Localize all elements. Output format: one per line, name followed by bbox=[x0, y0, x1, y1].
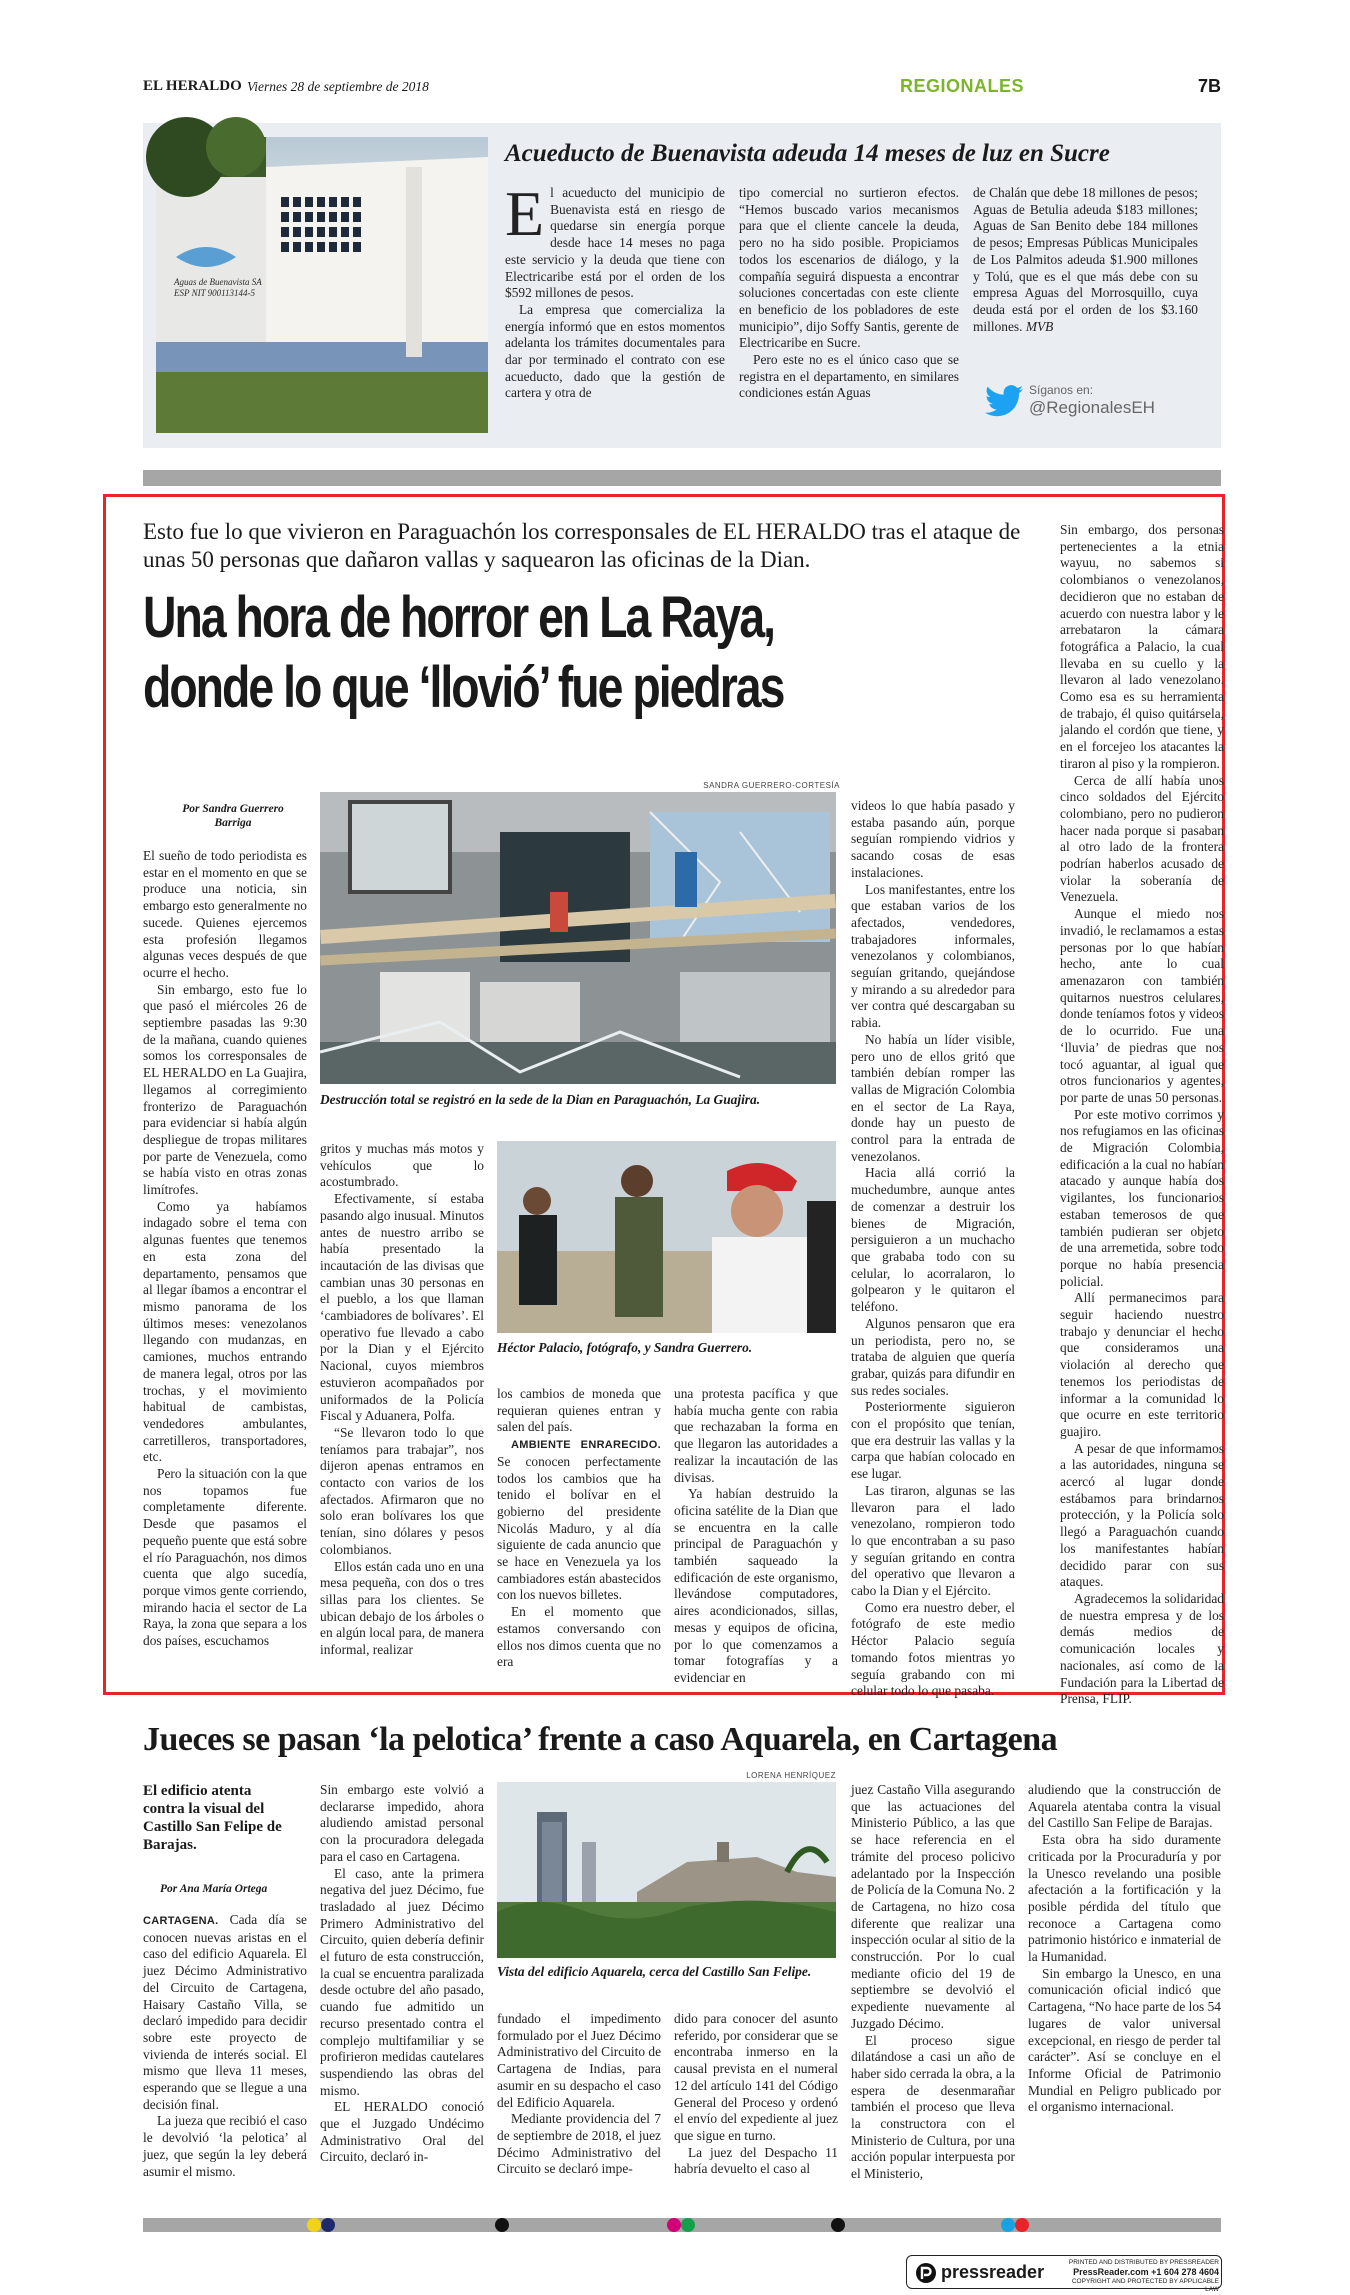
reg-dot-navy bbox=[321, 2218, 335, 2232]
top-story-col-2: tipo comercial no surtieron efectos. “Hemos buscado varios mecanismos para que el cliente cancele la deuda, pero no ha sido posible. Propiciamos todos los escenarios de diálogo, y la compañía seguirá dispuesta a encontrar soluciones concertadas con este cliente en beneficio de los pobladores de este municipio”, dijo Soffy Santis, gerente de Electricaribe en Sucre. Pero este no es el único caso que se registra en el departamento, en similares condiciones están Aguas bbox=[739, 185, 959, 401]
drop-cap: E bbox=[505, 178, 545, 249]
page-header bbox=[143, 76, 1221, 100]
follow-label: Síganos en: bbox=[1029, 383, 1094, 397]
reg-dot-cyan bbox=[1001, 2218, 1015, 2232]
main-col-6: Sin embargo, dos personas pertenecientes a la etnia wayuu, no sabemos si colombianos o venezolanos, decidieron que no estaban de acuerdo con nuestra labor y le arrebataron la cámara fotográfica a Palacio, la cual llevaba en su cuello y la llevaron al lado venezolano. Como esa es su herramienta de trabajo, él quiso quitársela, jalando el cordón que tiene, y en el forcejeo los atacantes la tiraron al piso y la rompieron. Cerca de allí había unos cinco soldados del Ejército colombiano, pero no pudieron hacer nada porque si pasaban al otro lado de la frontera podrían haberlos acusado de violar la soberanía de Venezuela. Aunque el miedo nos invadió, le reclamamos a estas personas por lo que habían hecho, ante lo cual amenazaron con también quitarnos nuestros celulares, donde teníamos fotos y videos de lo ocurrido. Fue una ‘lluvia’ de piedras que nos tocó aguantar, al igual que otros funcionarios y agentes, por parte de unas 50 personas. Por este motivo corrimos y nos refugiamos en las oficinas de Migración Colombia, edificación a la cual no habían atacado y aunque había dos vigilantes, los funcionarios estaban temerosos de que también pudieran ser objeto de una arremetida, sobre todo porque no había presencia policial. Allí permanecimos para seguir haciendo nuestro trabajo y denunciar el hecho que consideramos una violación al derecho que tenemos los periodistas de informar a la comunidad lo que ocurre en este territorio guajiro. A pesar de que informamos a las autoridades, ninguna se acercó al lugar donde estábamos para brindarnos protección, y la Policía solo llegó a Paraguachón cuando los manifestantes habían decidido parar con sus ataques. Agradecemos la solidaridad de nuestra empresa y de los demás medios de comunicación locales y nacionales, así como de la Fundación para la Libertad de Prensa, FLIP. bbox=[1060, 522, 1224, 1707]
top-story-box bbox=[143, 123, 1221, 448]
bottom-photo-credit: LORENA HENRÍQUEZ bbox=[746, 1771, 836, 1780]
bottom-photo-caption: Vista del edificio Aquarela, cerca del Castillo San Felipe. bbox=[497, 1964, 812, 1979]
main-byline: Por Sandra Guerrero Barriga bbox=[182, 803, 284, 829]
pressreader-legal: PRINTED AND DISTRIBUTED BY PRESSREADER PressReader.com +1 604 278 4604 COPYRIGHT AND PROTECTED BY APPLICABLE LAW bbox=[1068, 2259, 1219, 2293]
subhead-ambiente: AMBIENTE ENRARECIDO. bbox=[511, 1439, 661, 1452]
destruction-photo-illustration bbox=[320, 792, 836, 1084]
section-label: REGIONALES bbox=[900, 76, 1025, 96]
twitter-bird-icon bbox=[985, 385, 1023, 417]
main-headline bbox=[143, 583, 1031, 723]
paper-name: EL HERALDO bbox=[143, 78, 242, 94]
social-follow[interactable] bbox=[985, 381, 1205, 421]
bottom-byline: Por Ana María Ortega bbox=[160, 1883, 268, 1895]
bottom-col-5: juez Castaño Villa asegurando que las actuaciones del Ministerio Público, a las que se hace referencia en el trámite del proceso policivo adelantado por la Inspección de Policía de la Comuna No. 2 de Cartagena, no hizo cosa diferente que realizar una inspección ocular al sitio de la construcción. Por lo cual mediante oficio del 19 de septiembre se devolvió el expediente nuevamente al Juzgado Décimo. El proceso sigue dilatándose a casi un año de haber sido cerrada la obra, a la espera de desenmarañar también el proceso que lleva la constructora con el Ministerio de Cultura, por una acción popular interpuesta por el Ministerio, bbox=[851, 1782, 1016, 2182]
sign-text: Aguas de Buenavista SA ESP NIT 900113144-5 bbox=[174, 277, 262, 298]
photo1-caption: Destrucción total se registró en la sede de la Dian en Paraguachón, La Guajira. bbox=[320, 1092, 761, 1107]
aquarela-photo-illustration bbox=[497, 1782, 836, 1958]
pressreader-logo-icon bbox=[915, 2262, 937, 2284]
top-story-photo bbox=[156, 137, 488, 433]
photo2-caption: Héctor Palacio, fotógrafo, y Sandra Guerrero. bbox=[497, 1340, 753, 1355]
page-number: 7B bbox=[1197, 76, 1221, 96]
photo1-credit: SANDRA GUERRERO-CORTESÍA bbox=[703, 781, 840, 790]
reg-dot-magenta bbox=[667, 2218, 681, 2232]
main-kicker: Esto fue lo que vivieron en Paraguachón los corresponsales de EL HERALDO tras el ataque de unas 50 personas que dañaron vallas y saquearon las oficinas de la Dian. bbox=[143, 519, 1021, 572]
bottom-headline: Jueces se pasan ‘la pelotica’ frente a caso Aquarela, en Cartagena bbox=[143, 1721, 1058, 1758]
reg-dot-red bbox=[1015, 2218, 1029, 2232]
bottom-col-1: CARTAGENA. Cada día se conocen nuevas aristas en el caso del edificio Aquarela. El juez Décimo Administrativo del Circuito de Cartagena, Haisary Castaño Villa, se declaró impedido para decidir sobre este proyecto de vivienda de interés social. El mismo que lleva 11 meses, esperando que se llegue a una decisión final. La jueza que recibió el caso le devolvió ‘la pelotica’ al juez, que según la ley deberá asumir el mismo. bbox=[143, 1912, 307, 2179]
bottom-col-4: dido para conocer del asunto referido, por considerar que se encontraba inmerso en la causal prevista en el numeral 12 del artículo 141 del Código General del Proceso y ordenó el envío del expediente al juez que sigue en turno. La juez del Despacho 11 habría devuelto el caso al bbox=[674, 2011, 838, 2177]
bottom-col-6: aludiendo que la construcción de Aquarela atentaba contra la visual del Castillo San Felipe de Barajas. Esta obra ha sido duramente criticada por la Procuraduría y por la Unesco revelando una posible afectación a la fortificación y la posible pérdida del título que reconoce a Cartagena como patrimonio histórico e inmaterial de la Humanidad. Sin embargo la Unesco, en una comunicación oficial indicó que Cartagena, “No hace parte de los 54 lugares de valor universal excepcional, en riesgo de perder tal carácter”. Así se concluye en el Informe Oficial de Patrimonio Mundial en Peligro publicado por el organismo internacional. bbox=[1028, 1782, 1221, 2115]
reg-dot-yellow bbox=[307, 2218, 321, 2232]
headline-line-2: donde lo que ‘llovió’ fue piedras bbox=[143, 655, 784, 720]
dateline: CARTAGENA. bbox=[143, 1915, 219, 1927]
section-divider bbox=[143, 470, 1221, 486]
top-story-col-3: de Chalán que debe 18 millones de pesos; Aguas de Betulia adeuda $183 millones; Aguas de San Benito debe 184 millones de pesos; Empresas Públicas Municipales de Los Palmitos adeuda $1.900 millones y Tolú, que es el que más debe con su empresa Aguas del Morrosquillo, cuya deuda está por el orden de los $3.160 millones. MVB bbox=[973, 185, 1198, 334]
pressreader-brand: pressreader bbox=[941, 2262, 1045, 2282]
top-story-col-1: El acueducto del municipio de Buenavista está en riesgo de quedarse sin energía porque desde hace 14 meses no paga este servicio y la deuda que tiene con Electricaribe está por el orden de los $592 millones de pesos. La empresa que comercializa la energía informó que en estos momentos adelanta los trámites documentales para dar por terminado el contrato con ese acueducto, dado que la gestión de cartera y otra de bbox=[505, 178, 725, 401]
main-col-2: gritos y muchas más motos y vehículos que lo acostumbrado. Efectivamente, sí estaba pasando algo inusual. Minutos antes de nuestro arribo se había presentado la incautación de las divisas que cambian unas 30 personas en el pueblo, a los que llaman ‘cambiadores de bolívares’. El operativo fue llevado a cabo por la Dian y el Ejército Nacional, cuyos miembros estuvieron acompañados por uniformados de la Policía Fiscal y Aduanera, Polfa. “Se llevaron todo lo que teníamos para trabajar”, nos dijeron apenas entramos en contacto con varios de los afectados. Afirmaron que no solo eran bolívares los que tenían, sino dólares y pesos colombianos. Ellos están cada uno en una mesa pequeña, con dos o tres sillas para los clientes. Se ubican debajo de los árboles o en algún local para, de manera informal, realizar bbox=[320, 1141, 484, 1658]
photo-hector-sandra bbox=[497, 1141, 836, 1333]
main-col-3: los cambios de moneda que requieran quienes entran y salen del país. AMBIENTE ENRARECIDO. Se conocen perfectamente todos los cambios que ha tenido el bolívar en el gobierno del presidente Nicolás Maduro, y al día siguiente de cada anuncio que se hace en Venezuela ya los cambiadores están abastecidos con los nuevos billetes. En el momento que estamos conversando con ellos nos dimos cuenta que no era bbox=[497, 1386, 661, 1670]
reg-dot-black bbox=[495, 2218, 509, 2232]
people-photo-illustration bbox=[497, 1141, 836, 1333]
photo-dian-destruction bbox=[320, 792, 836, 1084]
reg-dot-black-2 bbox=[831, 2218, 845, 2232]
bottom-col-2: Sin embargo este volvió a declararse impedido, ahora aludiendo amistad personal con la procuradora delegada para el caso en Cartagena. El caso, ante la primera negativa del juez Décimo, fue trasladado al juez Décimo Primero Administrativo del Circuito, quien debería definir el futuro de esta construcción, la cual se encuentra paralizada desde octubre del año pasado, cuando fue admitido un recurso presentado contra el complejo multifamiliar y se profirieron medidas cautelares suspendiendo las obras del mismo. EL HERALDO conoció que el Juzgado Undécimo Administrativo Oral del Circuito, declaró in- bbox=[320, 1782, 484, 2165]
main-col-4: una protesta pacífica y que había mucha gente con rabia que rechazaban la forma en que llegaron las autoridades a realizar la incautación de las divisas. Ya habían destruido la oficina satélite de la Dian que se encuentra en la calle principal de Paraguachón y también saqueado la edificación de este organismo, llevándose computadores, aires acondicionados, sillas, mesas y equipos de oficina, por lo que comenzamos a tomar fotografías y a evidenciar en bbox=[674, 1386, 838, 1685]
main-col-5: videos lo que había pasado y estaba pasando aún, porque seguían rompiendo vidrios y sacando cosas de esas instalaciones. Los manifestantes, entre los que estaban varios de los afectados, vendedores, trabajadores informales, venezolanos y colombianos, seguían gritando, quejándose y mirando a su alrededor para ver contra qué descargaban su rabia. No había un líder visible, pero uno de ellos gritó que también debían romper las vallas de Migración Colombia en el sector de La Raya, donde hay un puesto de control para la entrada de venezolanos. Hacia allá corrió la muchedumbre, aunque antes de comenzar a destruir los bienes de Migración, persiguieron a un muchacho que grababa todo con su celular, lo acorralaron, lo golpearon y le quitaron el teléfono. Algunos pensaron que era un periodista, pero no, se trataba de alguien que quería grabar, quizás para difundir en sus redes sociales. Posteriormente siguieron con el propósito que tenían, que era destruir las vallas y la carpa que habían colocado en ese lugar. Las tiraron, algunas se las llevaron para el lado venezolano, rompieron todo lo que encontraban a su paso y seguían gritando en contra del operativo que llevaron a cabo la Dian y el Ejército. Como era nuestro deber, el fotógrafo de este medio Héctor Palacio seguía tomando fotos mientras yo seguía grabando con mi celular todo lo que pasaba. bbox=[851, 798, 1015, 1699]
header-date: Viernes 28 de septiembre de 2018 bbox=[247, 79, 429, 94]
main-col-1: El sueño de todo periodista es estar en el momento en que se produce una noticia, sin embargo esto generalmente no sucede. Quienes ejercemos esta profesión llegamos algunas veces después de que ocurre el hecho. Sin embargo, esto fue lo que pasó el miércoles 26 de septiembre pasadas las 9:30 de la mañana, cuando quienes somos los corresponsales de EL HERALDO en La Guajira, llegamos al corregimiento fronterizo de Paraguachón para evidenciar si había algún despliegue de tropas militares por parte de Venezuela, como se había visto en otras zonas limítrofes. Como ya habíamos indagado sobre el tema con algunas fuentes que tenemos en esta zona del departamento, pensamos que al llegar íbamos a encontrar el mismo panorama de los últimos meses: venezolanos llegando con mudanzas, en camiones, muchos entrando de manera legal, otros por las trochas, y el movimiento habitual de cambistas, vendedores ambulantes, carretilleros, transportadores, etc. Pero la situación con la que nos topamos fue completamente diferente. Desde que pasamos el pequeño puente que está sobre el río Paraguachón, nos dimos cuenta que algo sucedía, porque vimos gente corriendo, mirando hacia el sector de La Raya, la zona que separa a los dos países, escuchamos bbox=[143, 848, 307, 1649]
headline-line-1: Una hora de horror en La Raya, bbox=[143, 585, 775, 650]
bottom-summary: El edificio atenta contra la visual del Castillo San Felipe de Barajas. bbox=[143, 1783, 282, 1853]
follow-handle: @RegionalesEH bbox=[1029, 398, 1155, 417]
top-story-title: Acueducto de Buenavista adeuda 14 meses de luz en Sucre bbox=[505, 140, 1110, 167]
signature: MVB bbox=[1025, 318, 1054, 334]
photo-aquarela bbox=[497, 1782, 836, 1958]
bottom-col-3: fundado el impedimento formulado por el Juez Décimo Administrativo del Circuito de Cartagena de Indias, para asumir en su despacho el caso del Edificio Aquarela. Mediante providencia del 7 de septiembre de 2018, el juez Décimo Administrativo del Circuito se declaró impe- bbox=[497, 2011, 662, 2177]
pressreader-badge[interactable] bbox=[906, 2255, 1222, 2293]
reg-dot-green bbox=[681, 2218, 695, 2232]
registration-bar bbox=[143, 2218, 1221, 2232]
